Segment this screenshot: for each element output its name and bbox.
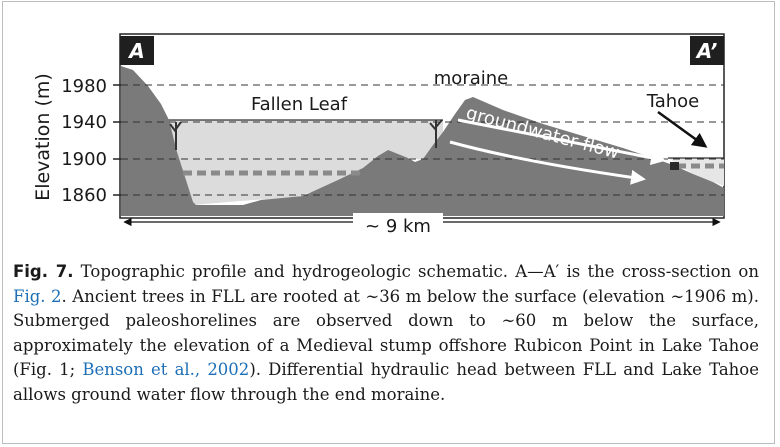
caption-text-1: Topographic profile and hydrogeologic schematic. A—A′ is the cross-section on <box>73 262 759 281</box>
figure-frame <box>2 1 775 444</box>
y-tick-1980: 1980 <box>61 76 107 97</box>
panel-label-a: A <box>129 39 145 63</box>
label-tahoe: Tahoe <box>646 91 700 112</box>
tahoe-stump-icon <box>670 162 679 170</box>
label-fallen-leaf: Fallen Leaf <box>250 94 348 115</box>
y-tick-1900: 1900 <box>61 149 107 170</box>
y-tick-labels <box>61 76 107 206</box>
y-tick-1940: 1940 <box>61 112 107 133</box>
link-benson-2002[interactable]: Benson et al., 2002 <box>82 360 250 379</box>
distance-label: ~ 9 km <box>365 216 431 237</box>
panel-label-a-prime: A’ <box>696 39 718 63</box>
caption-text-3: ). Differential hydraulic head between FLL and Lake Tahoe allows ground water flow through the end moraine. <box>13 360 759 404</box>
caption-text-2: . Ancient trees in FLL are rooted at ∼36 m below the surface (elevation ∼1906 m). Submerged paleoshorelines are observed down to ∼60 m below the surface, approximately the elevation of a Medieval stump offshore Rubicon Point in Lake Tahoe (Fig. 1; <box>13 286 759 379</box>
figure-caption <box>13 260 759 407</box>
label-groundwater-flow: groundwater flow <box>463 102 622 164</box>
y-axis-label: Elevation (m) <box>32 73 54 201</box>
label-moraine: moraine <box>433 68 509 89</box>
link-fig-2[interactable]: Fig. 2 <box>13 286 62 306</box>
topographic-profile-figure <box>3 2 776 252</box>
y-tick-1860: 1860 <box>61 185 107 206</box>
caption-fig-label: Fig. 7. <box>13 262 74 281</box>
